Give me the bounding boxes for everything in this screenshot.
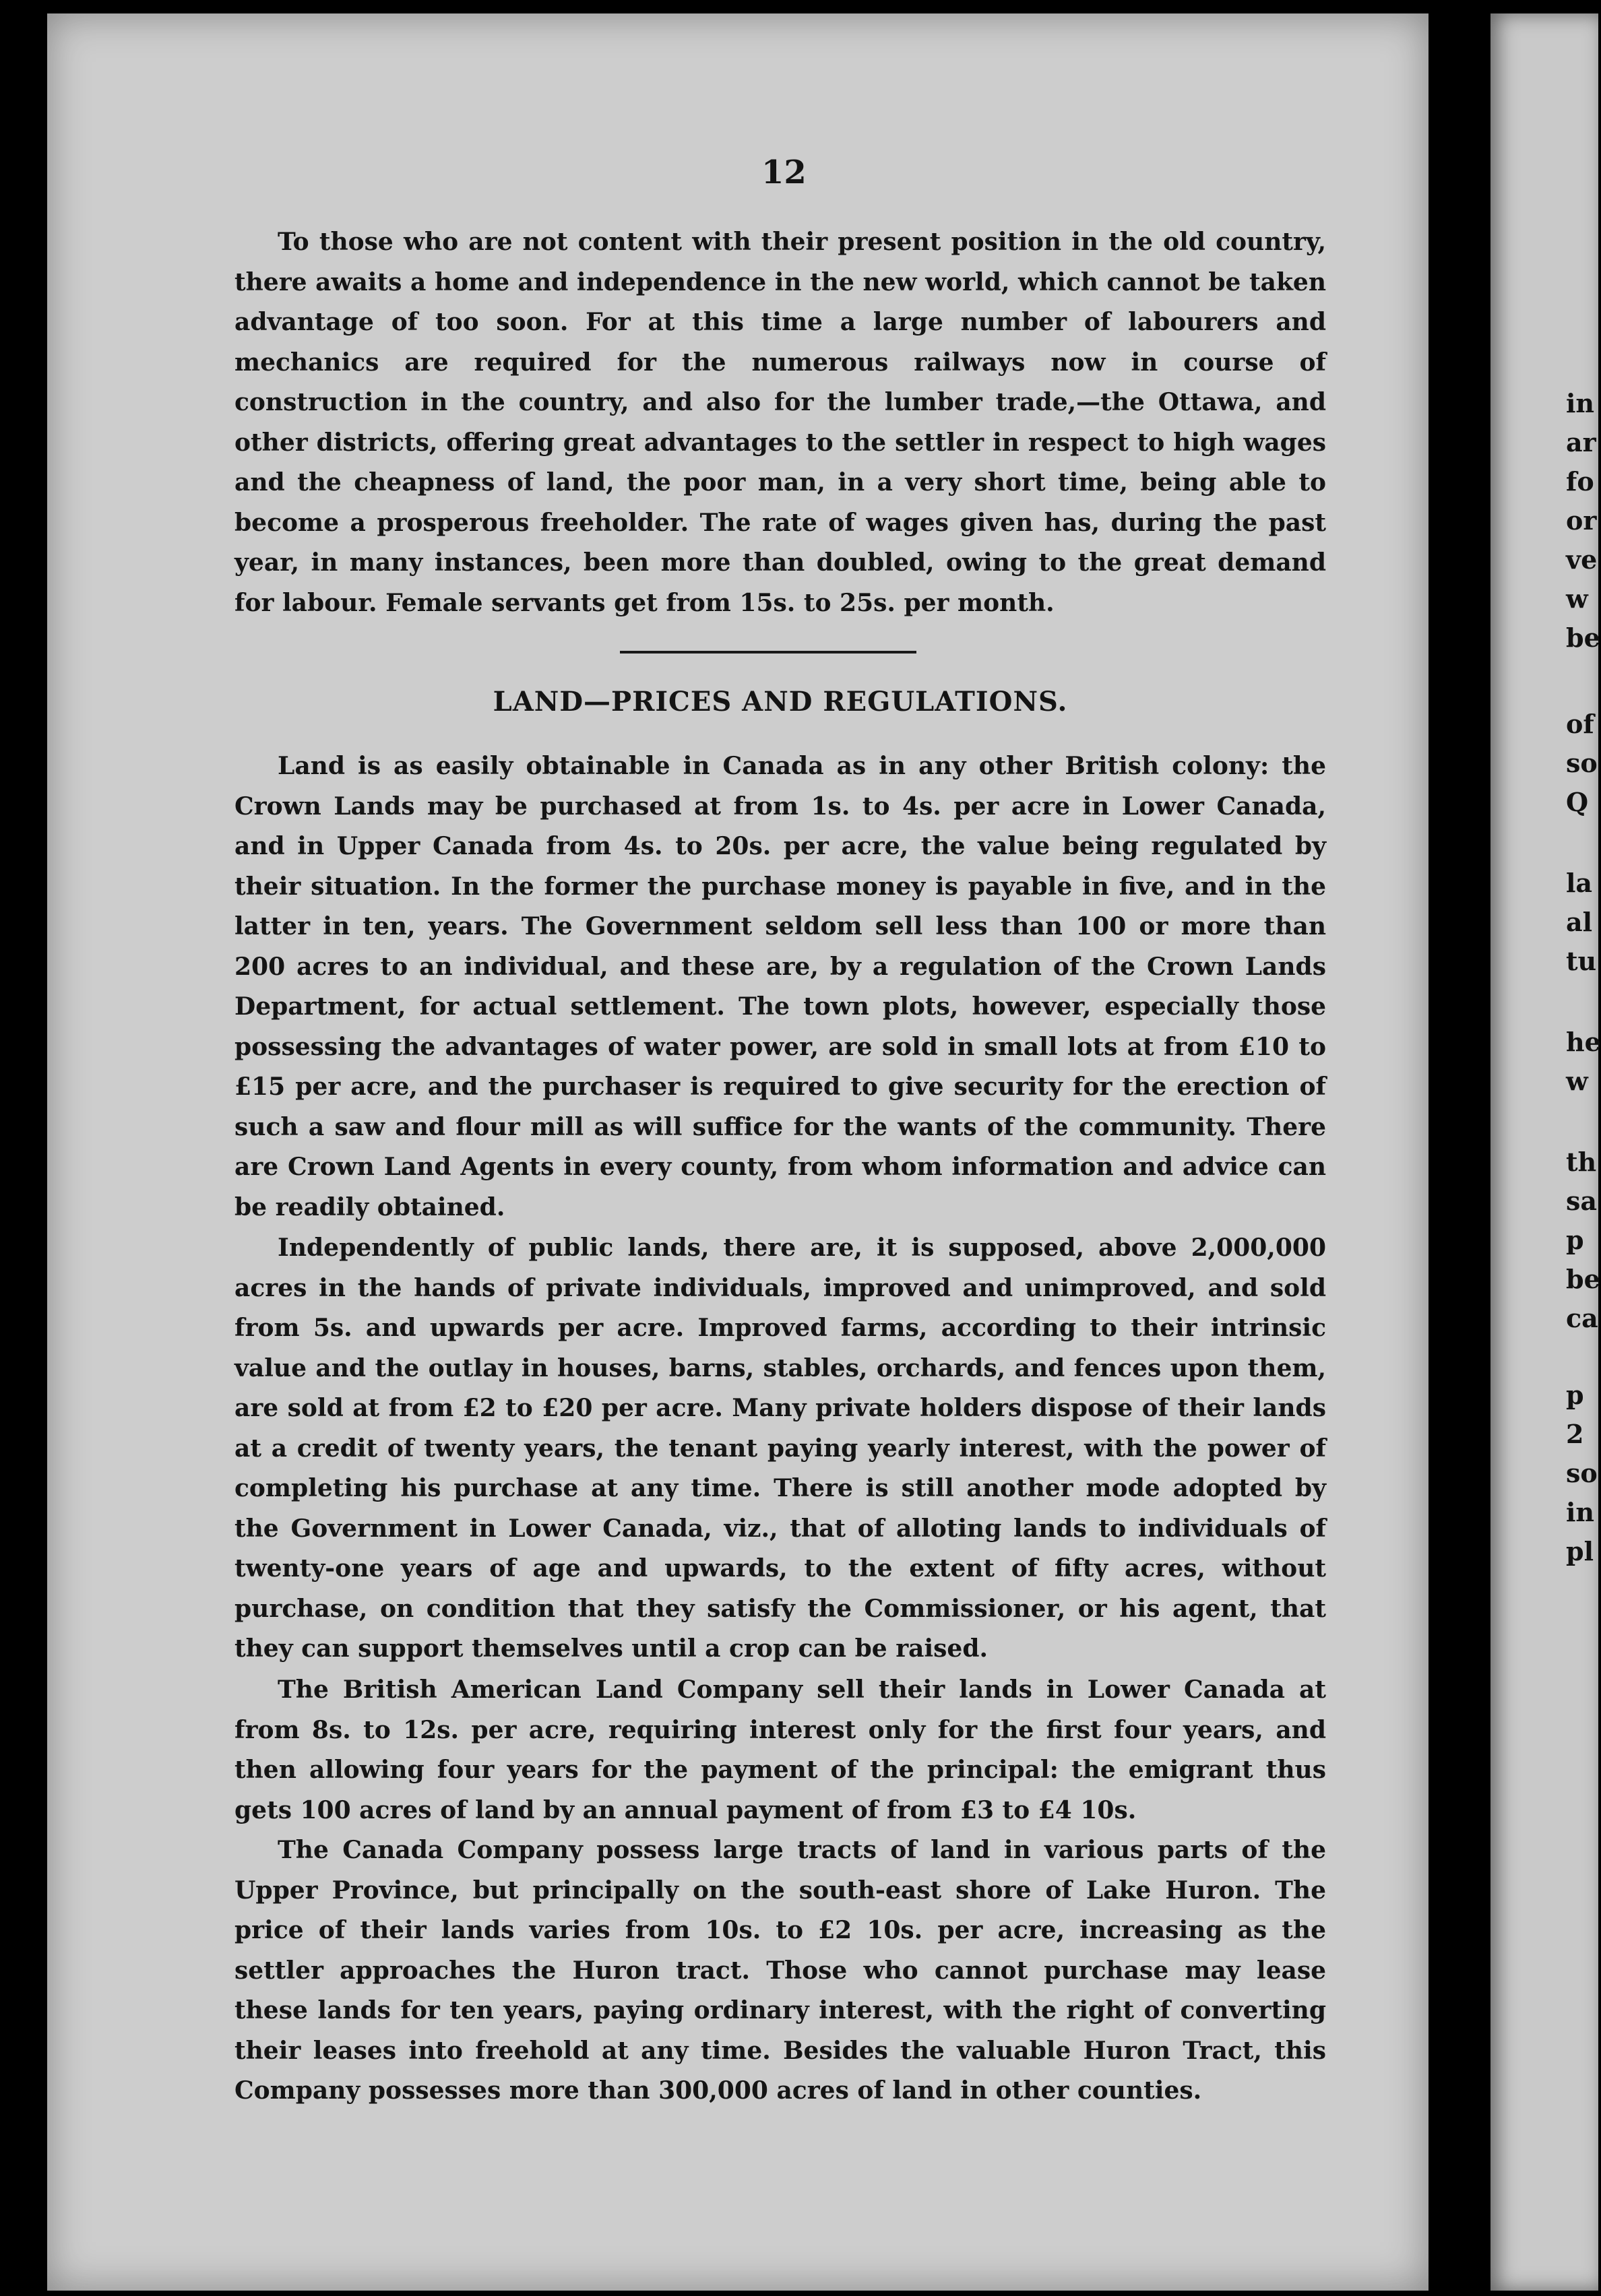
fragment: in bbox=[1566, 1497, 1595, 1527]
land-paragraph-3: The British American Land Company sell their lands in Lower Canada at from 8s. to 12s. per acre, requiring interest only for the first four years, and then allowing four years for the payment of the principal: the emigrant thus gets 100 acres of land by an annual payment of from £3 to £4 10s. bbox=[234, 1676, 1326, 1824]
section-divider bbox=[620, 651, 916, 653]
book-spine-shadow bbox=[1429, 0, 1490, 2296]
fragment: 2 bbox=[1566, 1419, 1584, 1449]
adjacent-page-edge bbox=[1490, 13, 1601, 2291]
fragment: ca bbox=[1566, 1303, 1598, 1333]
fragment: w bbox=[1566, 583, 1588, 614]
fragment: Q bbox=[1566, 787, 1589, 817]
intro-paragraph: To those who are not content with their present position in the old country, there awaits a home and independence in the new world, which cannot be taken advantage of too soon. For at this time a large number of labourers and mechanics are required for the numerous railways now in course of construction in the country, and also for the lumber trade,—the Ottawa, and other districts, offering great advantages to the settler in respect to high wages and the cheapness of land, the poor man, in a very short time, being able to become a prosperous freeholder. The rate of wages given has, during the past year, in many instances, been more than doubled, owing to the great demand for labour. Female servants get from 15s. to 25s. per month. bbox=[234, 228, 1326, 617]
fragment: fo bbox=[1566, 466, 1594, 497]
land-paragraph-1: Land is as easily obtainable in Canada as in any other British colony: the Crown Lands may be purchased at from 1s. to 4s. per acre in Lower Canada, and in Upper Canada from 4s. to 20s. per acre, the value being regulated by their situation. In the former the purchase money is payable in five, and in the latter in ten, years. The Government seldom sell less than 100 or more than 200 acres to an individual, and these are, by a regulation of the Crown Lands Department, for actual settlement. The town plots, however, especially those possessing the advantages of water power, are sold in small lots at from £10 to £15 per acre, and the purchaser is required to give security for the erection of such a saw and flour mill as will suffice for the wants of the community. There are Crown Land Agents in every county, from whom information and advice can be readily obtained. bbox=[234, 752, 1326, 1221]
fragment: so bbox=[1566, 1458, 1598, 1488]
fragment: be bbox=[1566, 1264, 1600, 1294]
fragment: p bbox=[1566, 1225, 1584, 1255]
fragment: in bbox=[1566, 388, 1595, 418]
land-paragraph-2: Independently of public lands, there are, it is supposed, above 2,000,000 acres in the hands of private individuals, improved and unimproved, and sold from 5s. and upwards per acre. Improved farms, according to their intrinsic value and the outlay in houses, barns, stables, orchards, and fences upon them, are sold at from £2 to £20 per acre. Many private holders dispose of their lands at a credit of twenty years, the tenant paying yearly interest, with the power of completing his purchase at any time. There is still another mode adopted by the Government in Lower Canada, viz., that of alloting lands to individuals of twenty-one years of age and upwards, to the extent of fifty acres, without purchase, on condition that they satisfy the Commissioner, or his agent, that they can support themselves until a crop can be raised. bbox=[234, 1234, 1326, 1663]
fragment: pl bbox=[1566, 1536, 1594, 1566]
fragment: or bbox=[1566, 505, 1597, 536]
fragment: th bbox=[1566, 1147, 1597, 1177]
fragment: w bbox=[1566, 1066, 1588, 1096]
fragment: he bbox=[1566, 1027, 1601, 1057]
section-heading: LAND—PRICES AND REGULATIONS. bbox=[493, 686, 1068, 718]
page-number: 12 bbox=[761, 154, 807, 191]
fragment: tu bbox=[1566, 946, 1597, 976]
fragment: be bbox=[1566, 623, 1600, 653]
fragment: sa bbox=[1566, 1186, 1598, 1216]
fragment: so bbox=[1566, 748, 1598, 778]
fragment: al bbox=[1566, 907, 1593, 937]
fragment: la bbox=[1566, 868, 1593, 898]
fragment: p bbox=[1566, 1380, 1584, 1410]
fragment: ar bbox=[1566, 427, 1596, 457]
fragment: of bbox=[1566, 709, 1594, 739]
fragment: ve bbox=[1566, 544, 1598, 575]
land-paragraph-4: The Canada Company possess large tracts of land in various parts of the Upper Province, but principally on the south-east shore of Lake Huron. The price of their lands varies from 10s. to £2 10s. per acre, increasing as the settler approaches the Huron tract. Those who cannot purchase may lease these lands for ten years, paying ordinary interest, with the right of converting their leases into freehold at any time. Besides the valuable Huron Tract, this Company possesses more than 300,000 acres of land in other counties. bbox=[234, 1836, 1326, 2105]
